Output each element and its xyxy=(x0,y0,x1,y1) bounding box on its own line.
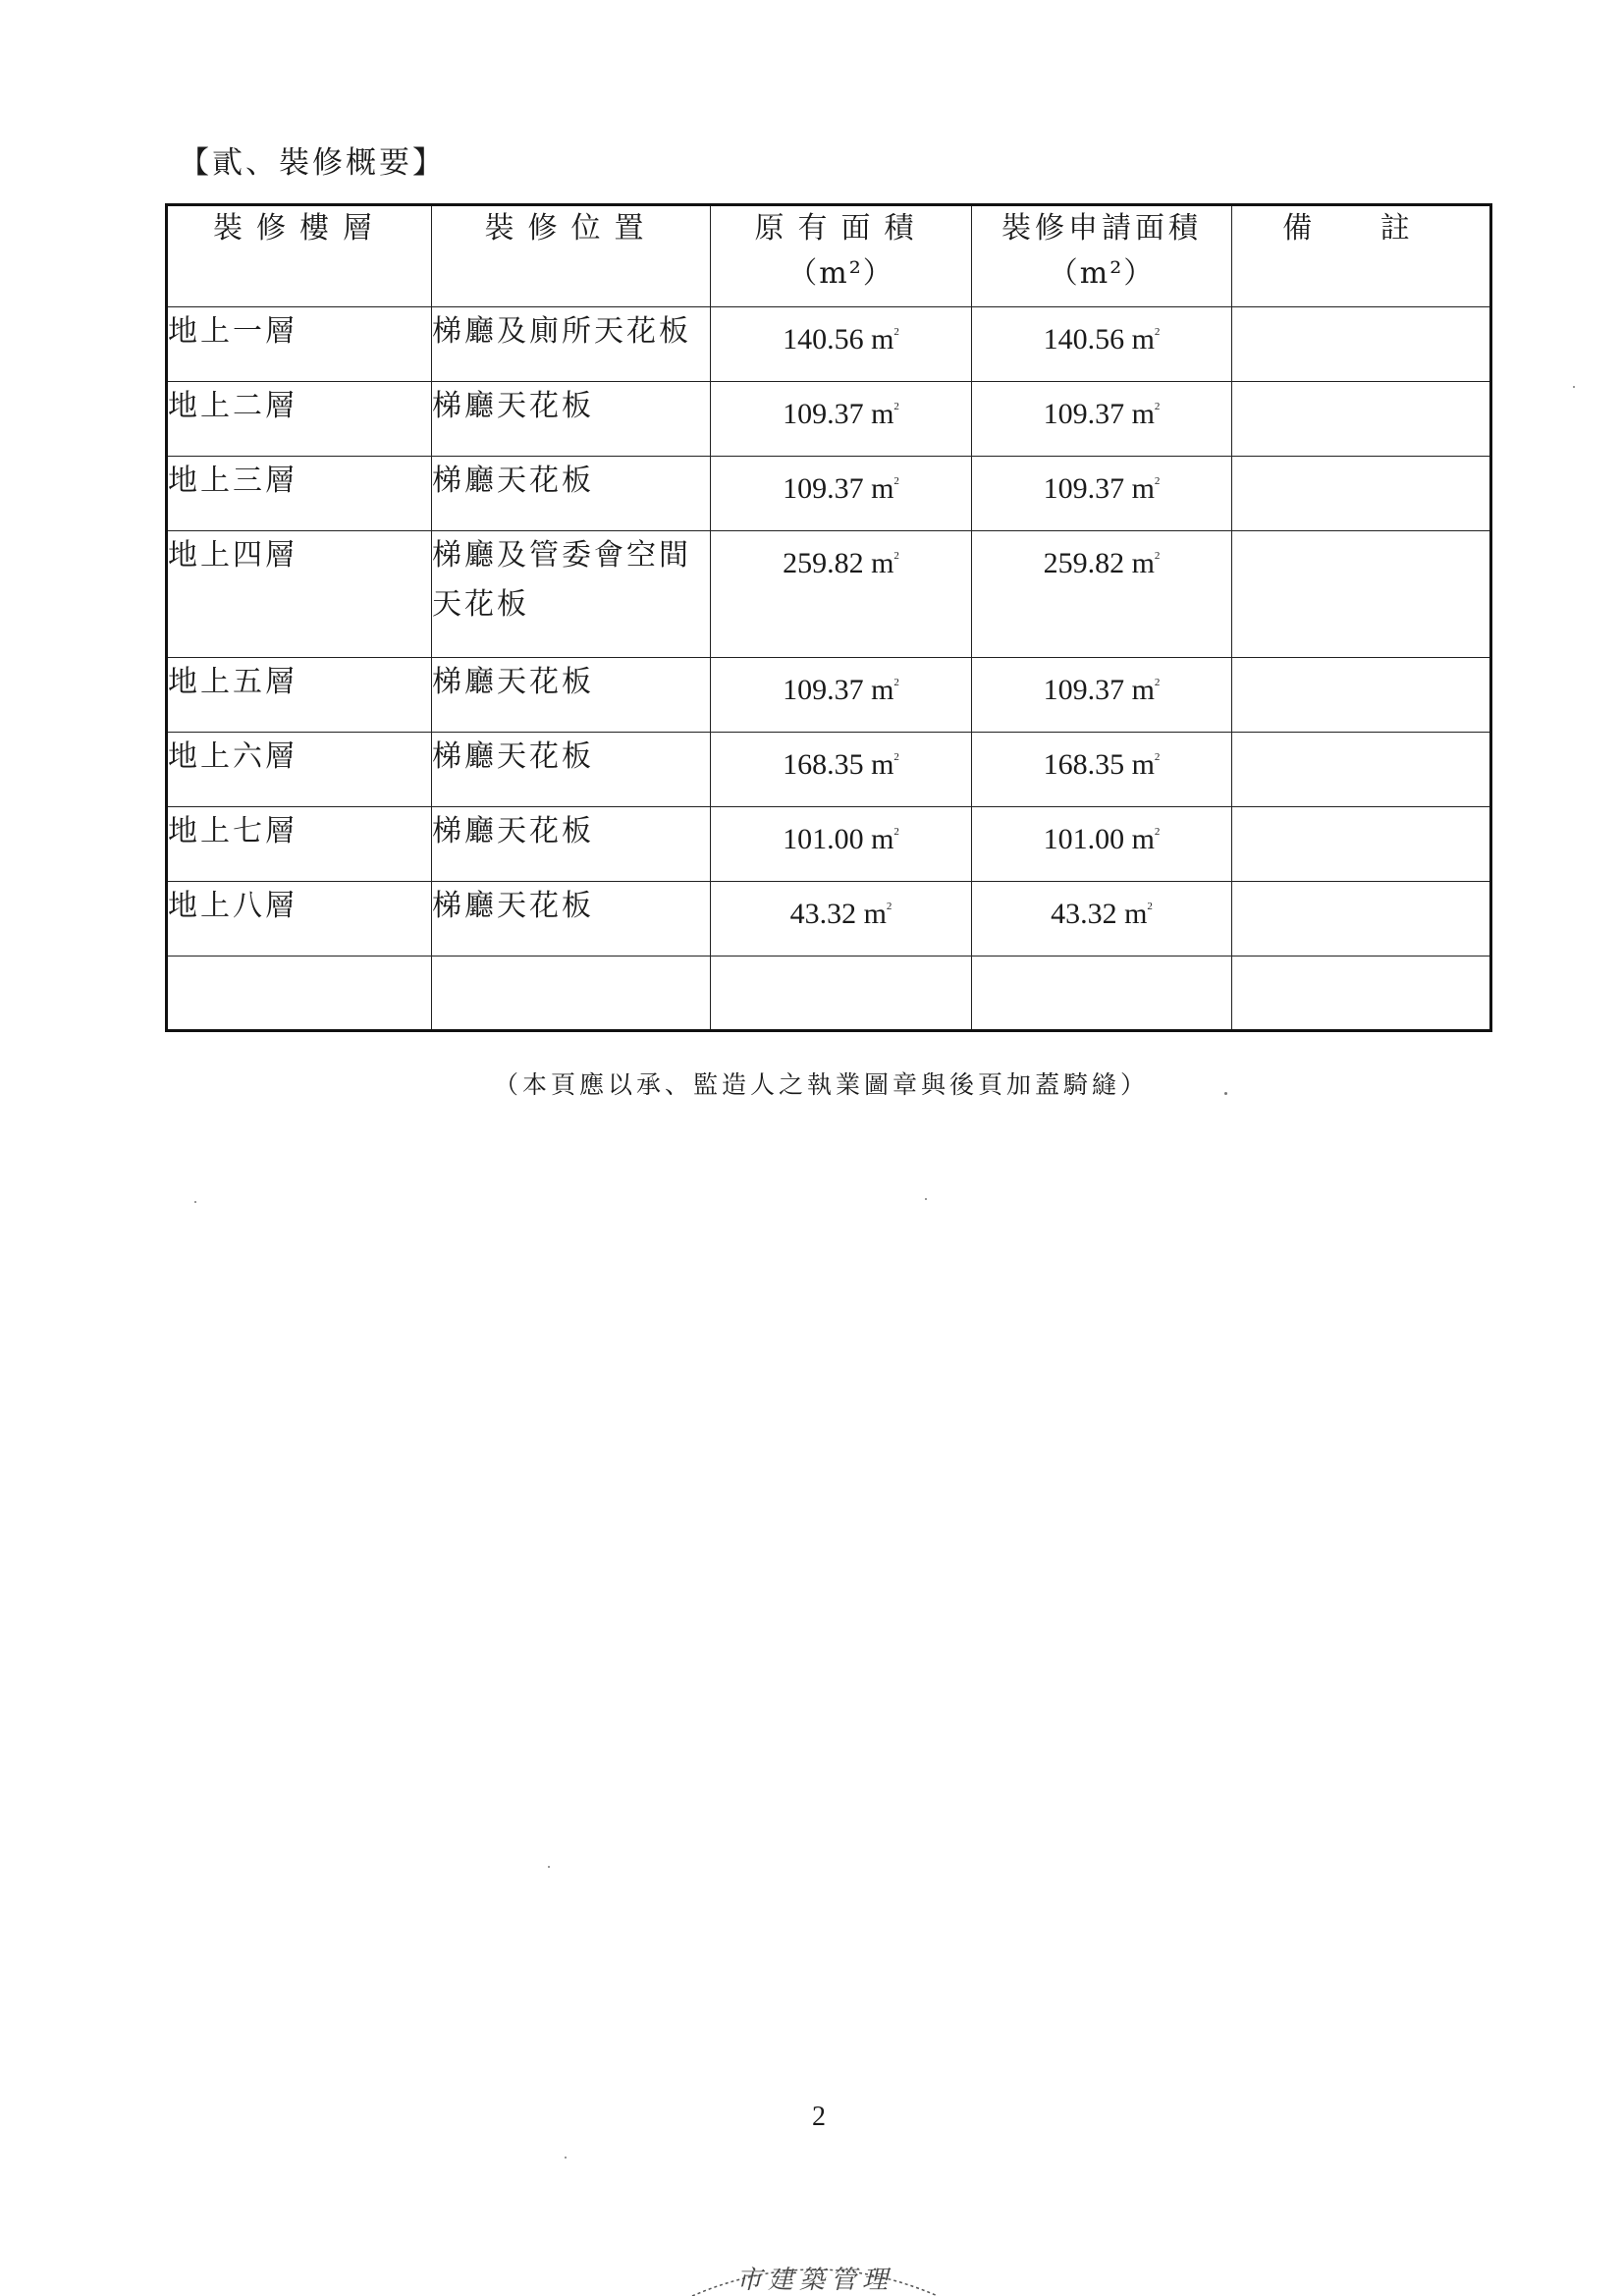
empty-cell xyxy=(972,957,1232,1031)
remarks-cell xyxy=(1232,882,1491,957)
location-cell: 梯廳天花板 xyxy=(432,807,711,882)
table-row xyxy=(167,658,1491,733)
unit-label: m xyxy=(1131,323,1155,355)
unit-label: m xyxy=(863,898,887,930)
original-area-cell: 168.35 $m^2$ xyxy=(711,733,972,807)
applied-area-cell: 43.32 $m^2$ xyxy=(972,882,1232,957)
header-original-area: 原有面積 （m²） xyxy=(711,205,972,307)
applied-area-cell-value: 109.37 xyxy=(1043,472,1125,505)
header-remarks: 備 註 xyxy=(1232,205,1491,307)
floor-cell: 地上六層 xyxy=(167,733,432,807)
table-row xyxy=(167,807,1491,882)
remarks-cell xyxy=(1232,531,1491,658)
unit-label: m xyxy=(871,674,894,706)
header-floor: 裝修樓層 xyxy=(167,205,432,307)
header-applied-area: 裝修申請面積 （m²） xyxy=(972,205,1232,307)
applied-area-cell-value: 43.32 xyxy=(1051,898,1117,930)
unit-label: m xyxy=(1131,748,1155,781)
location-cell: 梯廳天花板 xyxy=(432,457,711,531)
unit-label: m xyxy=(1131,398,1155,430)
original-area-cell: 109.37 $m^2$ xyxy=(711,382,972,457)
original-area-cell: 140.56 $m^2$ xyxy=(711,307,972,382)
unit-label: m xyxy=(1131,823,1155,855)
original-area-cell-value: 101.00 xyxy=(783,823,864,855)
applied-area-cell: 109.37 $m^2$ xyxy=(972,658,1232,733)
floor-cell: 地上一層 xyxy=(167,307,432,382)
original-area-cell-value: 109.37 xyxy=(783,398,864,430)
page-number: 2 xyxy=(812,2102,826,2132)
stamp-instruction-note: （本頁應以承、監造人之執業圖章與後頁加蓋騎縫） xyxy=(493,1070,1149,1099)
applied-area-cell-value: 109.37 xyxy=(1043,674,1125,706)
location-cell: 梯廳天花板 xyxy=(432,882,711,957)
empty-cell xyxy=(432,957,711,1031)
unit-label: m xyxy=(1124,898,1148,930)
table-row xyxy=(167,307,1491,382)
table-row xyxy=(167,531,1491,658)
original-area-cell: 101.00 $m^2$ xyxy=(711,807,972,882)
table-row xyxy=(167,457,1491,531)
location-cell: 梯廳及廁所天花板 xyxy=(432,307,711,382)
header-original-area-unit: （m²） xyxy=(787,256,894,291)
table-row xyxy=(167,382,1491,457)
remarks-cell xyxy=(1232,807,1491,882)
location-cell: 梯廳及管委會空間天花板 xyxy=(432,531,711,658)
remarks-cell xyxy=(1232,733,1491,807)
original-area-cell: 259.82 $m^2$ xyxy=(711,531,972,658)
location-cell: 梯廳天花板 xyxy=(432,382,711,457)
floor-cell: 地上四層 xyxy=(167,531,432,658)
applied-area-cell-value: 140.56 xyxy=(1043,323,1125,355)
remarks-cell xyxy=(1232,382,1491,457)
applied-area-cell: 259.82 $m^2$ xyxy=(972,531,1232,658)
floor-cell: 地上二層 xyxy=(167,382,432,457)
original-area-cell: 43.32 $m^2$ xyxy=(711,882,972,957)
original-area-cell: 109.37 $m^2$ xyxy=(711,658,972,733)
applied-area-cell-value: 259.82 xyxy=(1043,547,1125,579)
header-applied-area-unit: （m²） xyxy=(1048,256,1156,291)
remarks-cell xyxy=(1232,307,1491,382)
applied-area-cell: 101.00 $m^2$ xyxy=(972,807,1232,882)
table-row xyxy=(167,733,1491,807)
applied-area-cell: 109.37 $m^2$ xyxy=(972,382,1232,457)
floor-cell: 地上三層 xyxy=(167,457,432,531)
remarks-cell xyxy=(1232,658,1491,733)
applied-area-cell: 168.35 $m^2$ xyxy=(972,733,1232,807)
location-cell: 梯廳天花板 xyxy=(432,733,711,807)
floor-cell: 地上八層 xyxy=(167,882,432,957)
original-area-cell: 109.37 $m^2$ xyxy=(711,457,972,531)
applied-area-cell-value: 168.35 xyxy=(1043,748,1125,781)
svg-text:市建築管理: 市建築管理 xyxy=(735,2266,894,2295)
unit-label: m xyxy=(871,398,894,430)
original-area-cell-value: 43.32 xyxy=(789,898,857,930)
seal-stamp xyxy=(687,2249,943,2296)
unit-label: m xyxy=(1131,547,1155,579)
unit-label: m xyxy=(871,823,894,855)
empty-table-row xyxy=(167,957,1491,1031)
original-area-cell-value: 109.37 xyxy=(783,674,864,706)
remarks-cell xyxy=(1232,457,1491,531)
unit-label: m xyxy=(871,547,894,579)
unit-label: m xyxy=(1131,674,1155,706)
header-location: 裝修位置 xyxy=(432,205,711,307)
section-title: 【貳、裝修概要】 xyxy=(179,145,446,181)
applied-area-cell-value: 101.00 xyxy=(1043,823,1125,855)
applied-area-cell: 109.37 $m^2$ xyxy=(972,457,1232,531)
empty-cell xyxy=(1232,957,1491,1031)
unit-label: m xyxy=(871,472,894,505)
applied-area-cell-value: 109.37 xyxy=(1043,398,1125,430)
floor-cell: 地上七層 xyxy=(167,807,432,882)
original-area-cell-value: 168.35 xyxy=(783,748,864,781)
renovation-summary-table xyxy=(165,203,1492,1032)
floor-cell: 地上五層 xyxy=(167,658,432,733)
unit-label: m xyxy=(871,323,894,355)
unit-label: m xyxy=(871,748,894,781)
table-row xyxy=(167,882,1491,957)
location-cell: 梯廳天花板 xyxy=(432,658,711,733)
original-area-cell-value: 259.82 xyxy=(783,547,864,579)
unit-label: m xyxy=(1131,472,1155,505)
applied-area-cell: 140.56 $m^2$ xyxy=(972,307,1232,382)
empty-cell xyxy=(167,957,432,1031)
empty-cell xyxy=(711,957,972,1031)
original-area-cell-value: 109.37 xyxy=(783,472,864,505)
original-area-cell-value: 140.56 xyxy=(783,323,864,355)
